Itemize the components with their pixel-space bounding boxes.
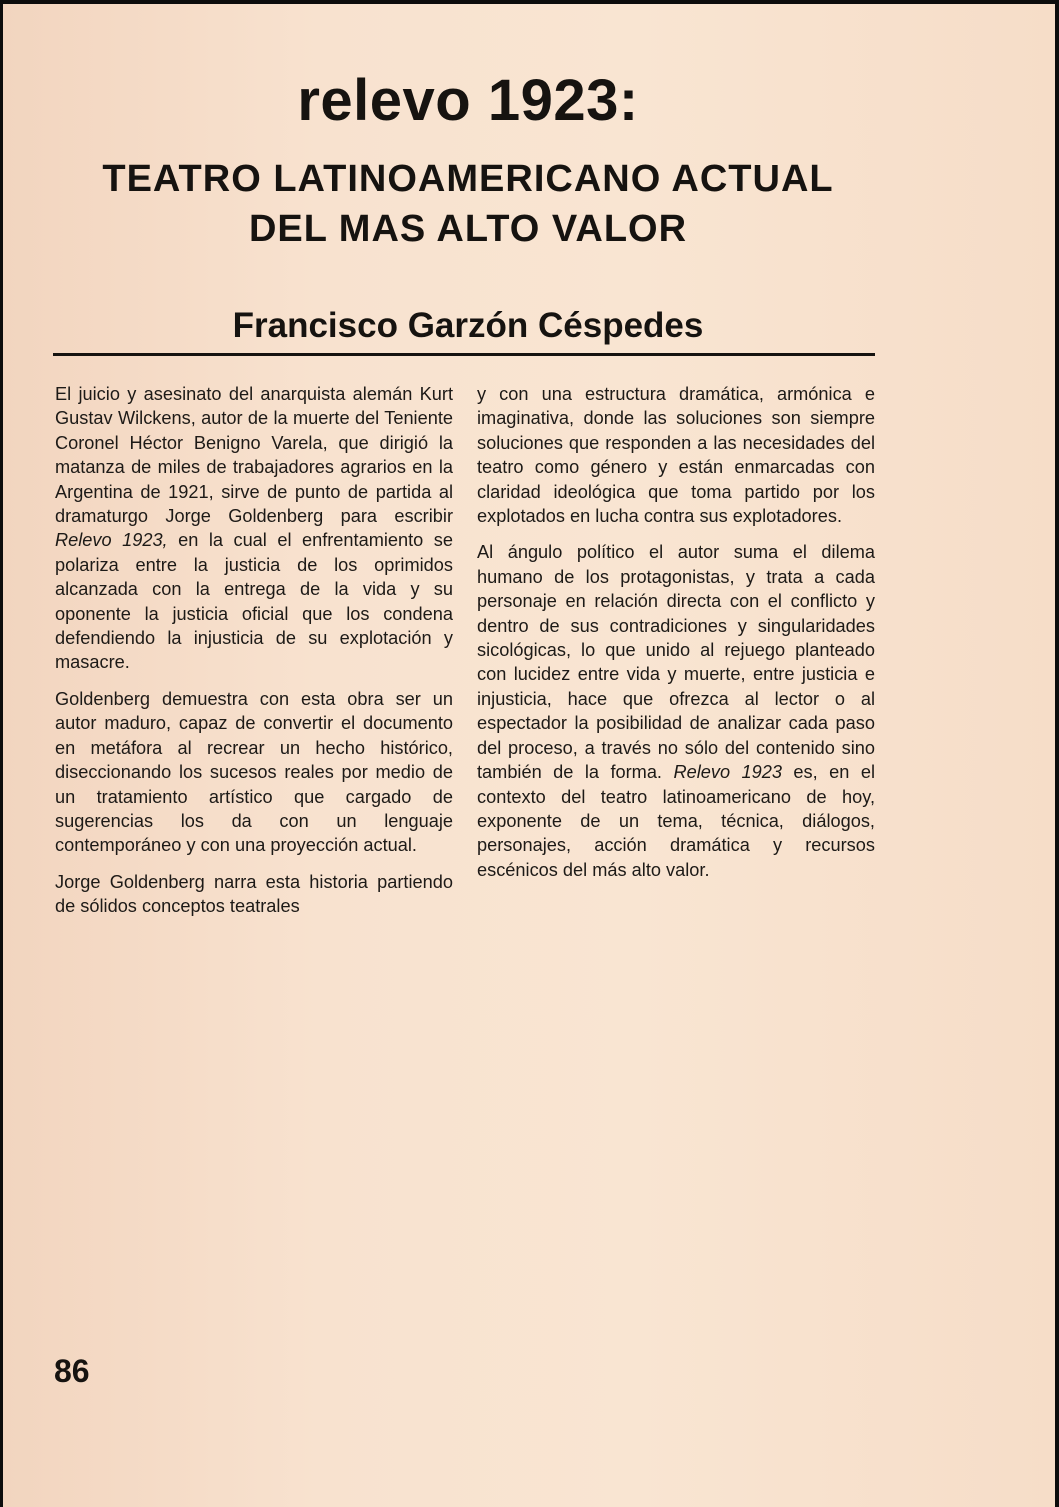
paragraph-1: El juicio y asesinato del anarquista alemán Kurt Gustav Wilckens, autor de la muerte del Teniente Coronel Héctor Benigno Varela, que dirigió la matanza de miles de trabajadores agrarios en la Argentina de 1921, sirve de punto de partida al dramaturgo Jorge Goldenberg para escribir Relevo 1923, en la cual el enfrentamiento se polariza entre la justicia de los oprimidos alcanzada con la entrega de la vida y su oponente la justicia oficial que los condena defendiendo la injusticia de su explotación y masacre. (55, 384, 453, 673)
subtitle-line-2: DEL MAS ALTO VALOR (248, 208, 688, 250)
subtitle-line-1: TEATRO LATINOAMERICANO ACTUAL (102, 158, 834, 200)
magazine-page (3, 4, 1055, 1507)
article-author: Francisco Garzón Céspedes (232, 306, 704, 345)
left-column (55, 382, 453, 931)
paragraph-5: Al ángulo político el autor suma el dilema humano de los protagonistas, y trata a cada personaje en relación directa con el conflicto y dentro de sus contradiciones y singularidades sicológicas, lo que unido al rejuego planteado con lucidez entre vida y muerte, entre justicia e injusticia, hace que ofrezca al lector o al espectador la posibilidad de analizar cada paso del proceso, a través no sólo del contenido sino también de la forma. Relevo 1923 es, en el contexto del teatro latinoamericano de hoy, exponente de un tema, técnica, diálogos, personajes, acción dramática y recursos escénicos del más alto valor. (477, 542, 875, 880)
paragraph-3: Jorge Goldenberg narra esta historia partiendo de sólidos conceptos teatrales (55, 871, 453, 917)
right-column (477, 382, 875, 894)
paragraph-2: Goldenberg demuestra con esta obra ser un autor maduro, capaz de convertir el documento en metáfora al recrear un hecho histórico, diseccionando los sucesos reales por medio de un tratamiento artístico que cargado de sugerencias los da con un lenguaje contemporáneo y con una proyección actual. (55, 688, 453, 856)
paragraph-4: y con una estructura dramática, armónica e imaginativa, donde las soluciones son siempre soluciones que responden a las necesidades del teatro como género y están enmarcadas con claridad ideológica que toma partido por los explotados en lucha contra sus explotadores. (477, 384, 875, 527)
play-title-italic: Relevo 1923, (55, 530, 168, 551)
play-title-italic: Relevo 1923 (673, 762, 782, 783)
page-number: 86 (54, 1353, 90, 1389)
article-title: relevo 1923: (297, 68, 639, 133)
horizontal-rule (53, 353, 875, 356)
article-subtitle (3, 154, 933, 254)
